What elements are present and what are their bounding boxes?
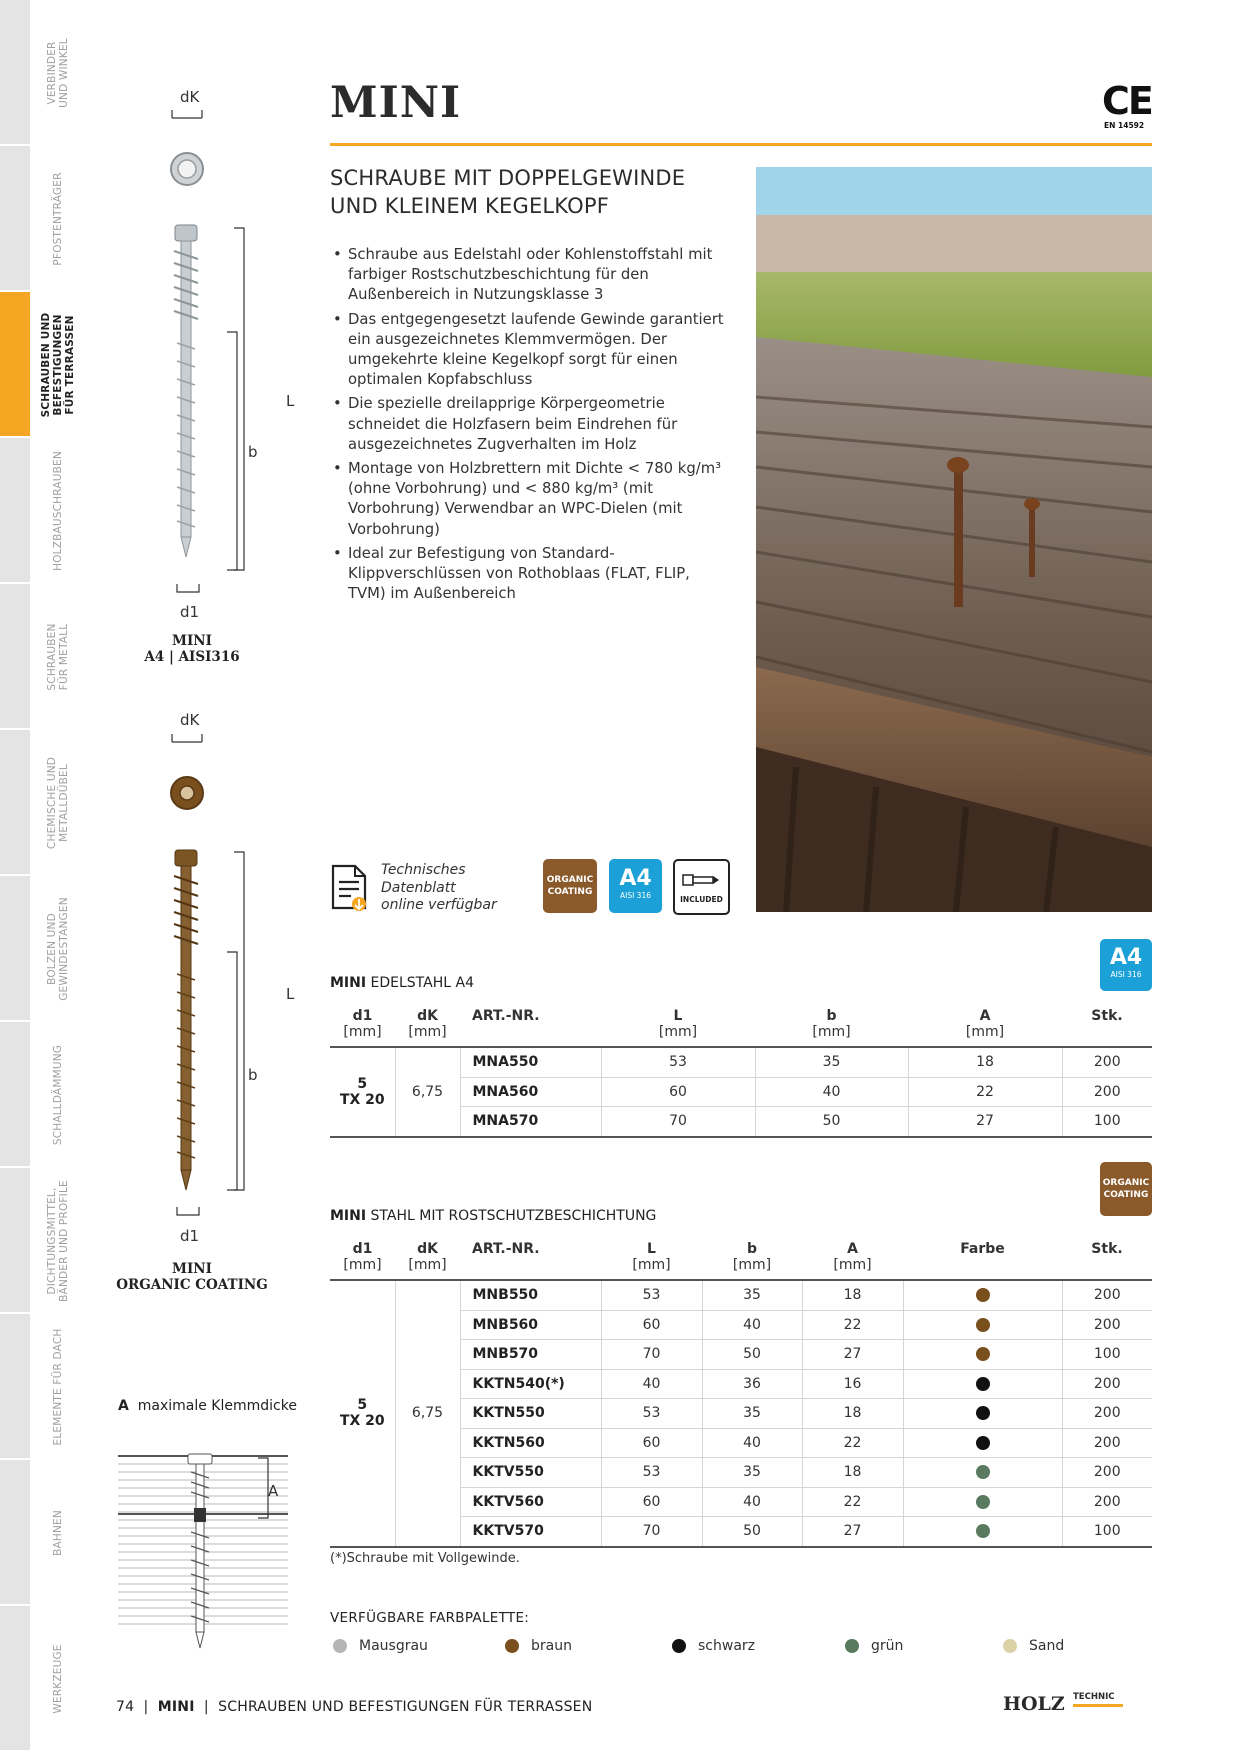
L-cell: 60 (601, 1077, 755, 1107)
A-cell: 27 (802, 1517, 903, 1547)
stk-cell: 200 (1062, 1428, 1152, 1458)
feature-item: • Schraube aus Edelstahl oder Kohlenstoffstahl mit farbiger Rostschutzbeschichtung für den Außenbereich in Nutzungsklasse 3 (330, 245, 730, 306)
col-unit: [mm] (908, 1024, 1062, 1047)
side-tab-label: ELEMENTE FÜR DACH (52, 1328, 64, 1446)
col-unit (1062, 1024, 1152, 1047)
dk-dimension-1 (170, 108, 210, 120)
b-cell: 36 (702, 1369, 802, 1399)
A-cell: 18 (802, 1399, 903, 1429)
col-header: L (647, 1241, 656, 1257)
col-unit (1062, 1257, 1152, 1280)
col-header: dK (417, 1008, 438, 1024)
art-cell: KKTV570 (460, 1517, 601, 1547)
A-cell: 22 (802, 1428, 903, 1458)
d1-dimension-2 (175, 1205, 205, 1217)
feature-item: • Das entgegengesetzt laufende Gewinde garantiert ein ausgezeichnetes Klemmvermögen. Der umgekehrte kleine Kegelkopf sorgt für einen optimalen Kopfabschluss (330, 310, 730, 391)
palette-swatch (333, 1639, 347, 1653)
b-cell: 50 (702, 1340, 802, 1370)
color-dot (976, 1318, 990, 1332)
L-label-2: L (286, 985, 295, 1003)
dk-label-1: dK (180, 88, 200, 106)
L-label-1: L (286, 392, 295, 410)
palette-swatch (505, 1639, 519, 1653)
feature-list (330, 245, 730, 608)
side-tab[interactable] (0, 1314, 64, 1460)
art-cell: KKTN540(*) (460, 1369, 601, 1399)
color-dot (976, 1377, 990, 1391)
palette-label: Mausgrau (359, 1638, 428, 1654)
A-cell: 27 (908, 1107, 1062, 1137)
col-unit (460, 1024, 601, 1047)
color-dot (976, 1406, 990, 1420)
side-tab[interactable] (0, 1022, 64, 1168)
organic-coating-badge: ORGANIC COATING (543, 859, 597, 913)
L-cell: 40 (601, 1369, 702, 1399)
side-tab-label: BOLZEN UND GEWINDESTANGEN (46, 897, 70, 1001)
side-tab-label: SCHRAUBEN FÜR METALL (46, 623, 70, 691)
feature-item: • Ideal zur Befestigung von Standard-Klippverschlüssen von Rothoblaas (FLAT, FLIP, TVM) im Außenbereich (330, 544, 730, 605)
palette-item (845, 1638, 903, 1654)
col-header: b (826, 1008, 837, 1024)
side-tab-label: DICHTUNGSMITTEL, BÄNDER UND PROFILE (46, 1180, 70, 1302)
brand-logo: HOLZ (1003, 1693, 1065, 1715)
drawing-caption-a4: MINI A4 | AISI316 (144, 633, 240, 665)
col-unit: [mm] (395, 1024, 460, 1047)
b-cell: 35 (755, 1047, 908, 1077)
dk-cell: 6,75 (395, 1047, 460, 1137)
stk-cell: 200 (1062, 1399, 1152, 1429)
feature-item: • Die spezielle dreilapprige Körpergeometrie schneidet die Holzfasern beim Eindrehen für ausgezeichnetes Zugverhalten im Holz (330, 394, 730, 455)
col-unit: [mm] (601, 1257, 702, 1280)
art-cell: KKTV560 (460, 1487, 601, 1517)
palette-item (1003, 1638, 1064, 1654)
A-cell: 27 (802, 1340, 903, 1370)
side-tab-label: SCHALLDÄMMUNG (52, 1044, 64, 1146)
art-cell: MNA570 (460, 1107, 601, 1137)
d1-cell: 5 TX 20 (330, 1047, 395, 1137)
b-cell: 50 (755, 1107, 908, 1137)
palette-item (505, 1638, 572, 1654)
color-dot (976, 1524, 990, 1538)
A-cell: 18 (802, 1458, 903, 1488)
product-photo (756, 167, 1152, 912)
col-header: Stk. (1091, 1008, 1123, 1024)
a4-table-badge: A4 AISI 316 (1100, 939, 1152, 991)
col-unit: [mm] (330, 1024, 395, 1047)
stk-cell: 200 (1062, 1280, 1152, 1310)
color-cell (903, 1399, 1062, 1429)
side-tab-label: VERBINDER UND WINKEL (46, 38, 70, 108)
a4-badge: A4 AISI 316 (609, 859, 662, 913)
b-cell: 40 (702, 1487, 802, 1517)
side-tab[interactable] (0, 1168, 70, 1314)
palette-label: Sand (1029, 1638, 1065, 1654)
col-unit: [mm] (702, 1257, 802, 1280)
A-cell: 18 (908, 1047, 1062, 1077)
art-cell: MNB550 (460, 1280, 601, 1310)
color-cell (903, 1458, 1062, 1488)
footer-section: SCHRAUBEN UND BEFESTIGUNGEN FÜR TERRASSEN (218, 1699, 593, 1715)
side-tab-label: PFOSTENTRÄGER (52, 172, 64, 266)
side-tab[interactable] (0, 1606, 64, 1752)
L-cell: 70 (601, 1517, 702, 1547)
side-tab-label: CHEMISCHE UND METALLDÜBEL (46, 756, 70, 850)
b-cell: 35 (702, 1399, 802, 1429)
b-cell: 40 (702, 1428, 802, 1458)
datasheet-icon (329, 862, 371, 914)
stk-cell: 200 (1062, 1047, 1152, 1077)
palette-swatch (672, 1639, 686, 1653)
side-tab[interactable] (0, 730, 70, 876)
L-cell: 53 (601, 1280, 702, 1310)
art-cell: MNB570 (460, 1340, 601, 1370)
feature-item: • Montage von Holzbrettern mit Dichte < 780 kg/m³ (ohne Vorbohrung) und < 880 kg/m³ (mit Vorbohrung) Verwendbar an WPC-Dielen (mit Vorbohrung) (330, 459, 730, 540)
screw-drawing-organic (166, 848, 206, 1196)
side-navigation (0, 0, 76, 1754)
b-cell: 35 (702, 1458, 802, 1488)
col-header: dK (417, 1241, 438, 1257)
b-label-1: b (248, 443, 258, 461)
art-cell: MNA550 (460, 1047, 601, 1077)
footer-product: MINI (157, 1699, 195, 1715)
screw-head-top-view-organic (168, 774, 206, 812)
stk-cell: 200 (1062, 1487, 1152, 1517)
color-cell (903, 1310, 1062, 1340)
stk-cell: 200 (1062, 1077, 1152, 1107)
table-row (330, 1047, 1152, 1077)
color-cell (903, 1280, 1062, 1310)
side-tab[interactable] (0, 876, 70, 1022)
L-cell: 60 (601, 1428, 702, 1458)
side-tab[interactable] (0, 438, 64, 584)
b-dimension-1 (225, 330, 245, 576)
palette-swatch (1003, 1639, 1017, 1653)
brand-logo-sub: TECHNIC (1073, 1692, 1115, 1702)
table-a4 (330, 1002, 1152, 1138)
stk-cell: 100 (1062, 1107, 1152, 1137)
b-cell: 35 (702, 1280, 802, 1310)
side-tab-label: BAHNEN (52, 1510, 64, 1556)
table-row (330, 1280, 1152, 1310)
page-title: MINI (330, 78, 462, 128)
b-cell: 40 (702, 1310, 802, 1340)
col-header: ART.-NR. (472, 1008, 540, 1024)
d1-label-2: d1 (180, 1227, 200, 1245)
ce-norm: EN 14592 (1104, 121, 1145, 130)
L-cell: 53 (601, 1047, 755, 1077)
side-tab-label: SCHRAUBEN UND BEFESTIGUNGEN FÜR TERRASSEN (40, 312, 76, 418)
L-cell: 53 (601, 1399, 702, 1429)
col-unit: [mm] (755, 1024, 908, 1047)
b-cell: 40 (755, 1077, 908, 1107)
color-cell (903, 1487, 1062, 1517)
col-header: L (673, 1008, 683, 1024)
dk-label-2: dK (180, 711, 200, 729)
color-dot (976, 1495, 990, 1509)
page-number: 74 (116, 1699, 135, 1715)
A-cell: 22 (802, 1487, 903, 1517)
bit-icon (675, 867, 728, 897)
b-label-2: b (248, 1066, 258, 1084)
side-tab-label: WERKZEUGE (52, 1644, 64, 1714)
col-unit: [mm] (802, 1257, 903, 1280)
palette-item (333, 1638, 428, 1654)
col-header: A (847, 1241, 858, 1257)
datasheet-note: Technisches Datenblatt online verfügbar (381, 862, 497, 913)
stk-cell: 100 (1062, 1517, 1152, 1547)
palette-swatch (845, 1639, 859, 1653)
palette-label: braun (531, 1638, 572, 1654)
b-cell: 50 (702, 1517, 802, 1547)
stk-cell: 200 (1062, 1310, 1152, 1340)
color-cell (903, 1369, 1062, 1399)
drawing-caption-organic: MINI ORGANIC COATING (116, 1261, 268, 1293)
brand-rule (1073, 1704, 1123, 1707)
palette-title: VERFÜGBARE FARBPALETTE: (330, 1610, 530, 1626)
L-cell: 70 (601, 1107, 755, 1137)
d1-cell: 5 TX 20 (330, 1280, 395, 1547)
screw-drawing-a4 (166, 223, 206, 563)
included-bit-badge: INCLUDED (673, 859, 730, 915)
side-tab[interactable] (0, 584, 70, 730)
col-header: d1 (352, 1008, 373, 1024)
color-dot (976, 1288, 990, 1302)
A-label: A (268, 1482, 279, 1500)
b-dimension-2 (225, 950, 245, 1196)
L-cell: 60 (601, 1310, 702, 1340)
palette-item (672, 1638, 755, 1654)
color-cell (903, 1428, 1062, 1458)
screw-head-top-view-a4 (168, 150, 206, 188)
table-coated (330, 1235, 1152, 1548)
col-header: b (746, 1241, 758, 1257)
stk-cell: 200 (1062, 1369, 1152, 1399)
stk-cell: 100 (1062, 1340, 1152, 1370)
art-cell: KKTN560 (460, 1428, 601, 1458)
A-cell: 22 (802, 1310, 903, 1340)
art-cell: MNA560 (460, 1077, 601, 1107)
color-cell (903, 1517, 1062, 1547)
product-subtitle: SCHRAUBE MIT DOPPELGEWINDE UND KLEINEM KEGELKOPF (330, 166, 686, 218)
dk-cell: 6,75 (395, 1280, 460, 1547)
table-footnote: (*)Schraube mit Vollgewinde. (330, 1551, 520, 1566)
palette-label: schwarz (698, 1638, 755, 1654)
col-header: d1 (352, 1241, 373, 1257)
A-cell: 16 (802, 1369, 903, 1399)
color-dot (976, 1347, 990, 1361)
header-rule (330, 143, 1152, 146)
d1-dimension-1 (175, 582, 205, 594)
dk-dimension-2 (170, 732, 210, 744)
art-cell: KKTN550 (460, 1399, 601, 1429)
L-cell: 60 (601, 1487, 702, 1517)
A-cell: 18 (802, 1280, 903, 1310)
col-header: Farbe (960, 1241, 1005, 1257)
col-unit: [mm] (601, 1024, 755, 1047)
art-cell: KKTV550 (460, 1458, 601, 1488)
organic-table-badge: ORGANIC COATING (1100, 1162, 1152, 1216)
col-unit: [mm] (395, 1257, 460, 1280)
col-header: ART.-NR. (472, 1241, 540, 1257)
stk-cell: 200 (1062, 1458, 1152, 1488)
color-dot (976, 1465, 990, 1479)
col-header: A (979, 1008, 991, 1024)
clamping-legend: A maximale Klemmdicke (118, 1398, 297, 1414)
col-unit (460, 1257, 601, 1280)
side-tab-label: HOLZBAUSCHRAUBEN (52, 451, 64, 571)
side-tab[interactable] (0, 292, 76, 438)
L-cell: 53 (601, 1458, 702, 1488)
palette-label: grün (871, 1638, 904, 1654)
ce-mark-logo: CE (1102, 79, 1152, 123)
side-tab[interactable] (0, 146, 64, 292)
side-tab[interactable] (0, 0, 70, 146)
A-cell: 22 (908, 1077, 1062, 1107)
color-dot (976, 1436, 990, 1450)
L-cell: 70 (601, 1340, 702, 1370)
col-header: Stk. (1091, 1241, 1123, 1257)
color-cell (903, 1340, 1062, 1370)
col-unit: [mm] (330, 1257, 395, 1280)
side-tab[interactable] (0, 1460, 64, 1606)
table-coated-title: MINI STAHL MIT ROSTSCHUTZBESCHICHTUNG (330, 1208, 657, 1224)
table-a4-title: MINI EDELSTAHL A4 (330, 975, 474, 991)
col-unit (903, 1257, 1062, 1280)
art-cell: MNB560 (460, 1310, 601, 1340)
page-footer: 74 | MINI | SCHRAUBEN UND BEFESTIGUNGEN FÜR TERRASSEN (116, 1699, 593, 1715)
d1-label-1: d1 (180, 603, 200, 621)
